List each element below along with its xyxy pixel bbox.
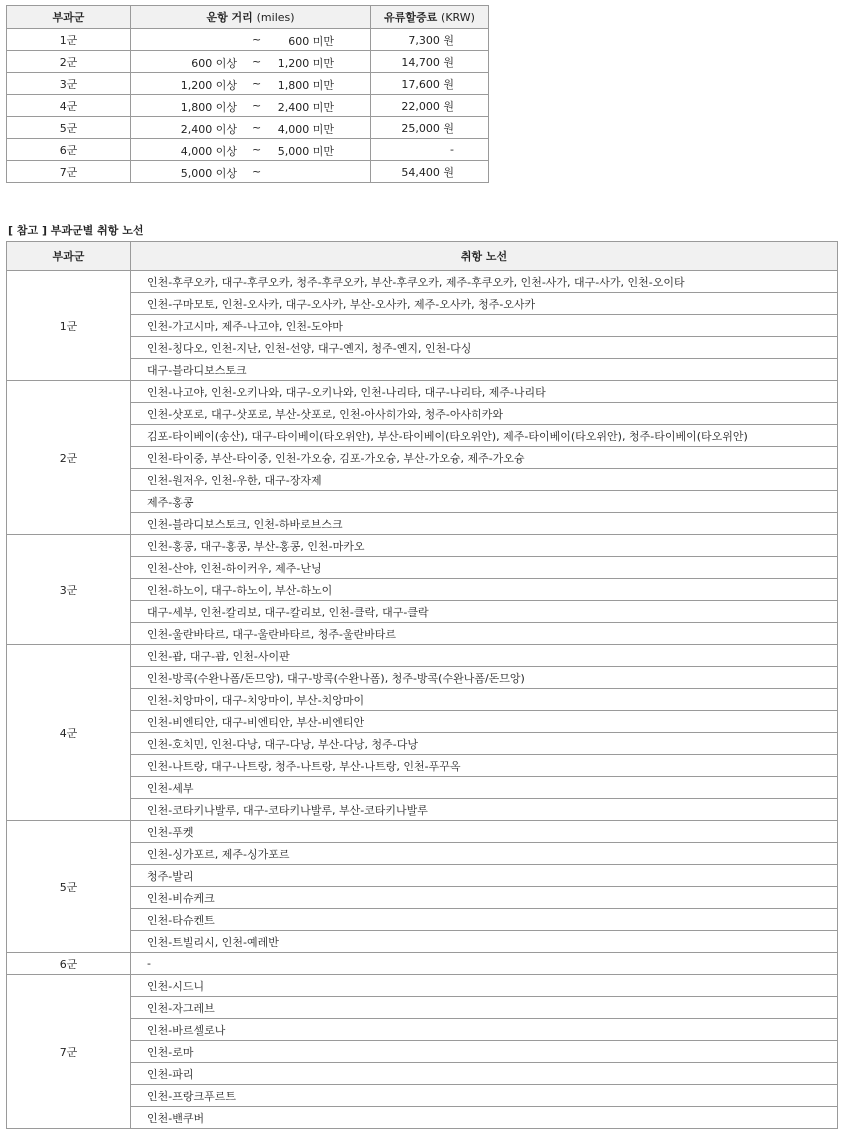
route-row (7, 1063, 838, 1085)
distance-range (131, 161, 370, 182)
route-row (7, 1019, 838, 1041)
fee-cell: - (371, 139, 489, 161)
route-row (7, 403, 838, 425)
route-cell: 인천-가고시마, 제주-나고야, 인천-도야마 (131, 315, 838, 337)
reference-caption: [ 참고 ] 부과군별 취항 노선 (8, 224, 144, 237)
distance-from: 2,400 이상 (180, 123, 237, 136)
route-cell: 인천-코타키나발루, 대구-코타키나발루, 부산-코타키나발루 (131, 799, 838, 821)
route-cell: 인천-푸켓 (131, 821, 838, 843)
header-distance-unit: (miles) (256, 11, 295, 24)
routes-header (7, 242, 838, 271)
route-row (7, 469, 838, 491)
route-cell: 제주-홍콩 (131, 491, 838, 513)
route-row (7, 579, 838, 601)
route-cell: 인천-나고야, 인천-오키나와, 대구-오키나와, 인천-나리타, 대구-나리타, 제주-나리타 (131, 381, 838, 403)
route-cell: 인천-치앙마이, 대구-치앙마이, 부산-치앙마이 (131, 689, 838, 711)
route-cell: 청주-발리 (131, 865, 838, 887)
distance-to: 4,000 미만 (277, 123, 334, 136)
route-cell: 인천-괌, 대구-괌, 인천-사이판 (131, 645, 838, 667)
route-cell: 인천-나트랑, 대구-나트랑, 청주-나트랑, 부산-나트랑, 인천-푸꾸옥 (131, 755, 838, 777)
header-fee (371, 6, 489, 29)
group-cell: 2군 (7, 381, 131, 535)
group-cell: 6군 (7, 139, 131, 161)
distance-to: 1,800 미만 (277, 79, 334, 92)
route-cell: 인천-산야, 인천-하이커우, 제주-난닝 (131, 557, 838, 579)
header-fee-label: 유류할증료 (384, 11, 438, 24)
route-cell: 인천-로마 (131, 1041, 838, 1063)
route-cell: 인천-비엔티안, 대구-비엔티안, 부산-비엔티안 (131, 711, 838, 733)
route-row (7, 557, 838, 579)
route-row (7, 381, 838, 403)
route-cell: 대구-세부, 인천-칼리보, 대구-칼리보, 인천-클락, 대구-클락 (131, 601, 838, 623)
distance-from: 1,800 이상 (180, 101, 237, 114)
route-cell: 대구-블라디보스토크 (131, 359, 838, 381)
route-cell: 인천-삿포로, 대구-삿포로, 부산-삿포로, 인천-아사히가와, 청주-아사히카와 (131, 403, 838, 425)
route-cell: 김포-타이베이(송산), 대구-타이베이(타오위안), 부산-타이베이(타오위안), 제주-타이베이(타오위안), 청주-타이베이(타오위안) (131, 425, 838, 447)
route-cell: 인천-타슈켄트 (131, 909, 838, 931)
route-cell: 인천-후쿠오카, 대구-후쿠오카, 청주-후쿠오카, 부산-후쿠오카, 제주-후쿠오카, 인천-사가, 대구-사가, 인천-오이타 (131, 271, 838, 293)
group-cell: 3군 (7, 73, 131, 95)
distance-tilde: ~ (252, 99, 262, 112)
distance-range (131, 139, 370, 160)
group-cell: 5군 (7, 821, 131, 953)
route-cell: 인천-하노이, 대구-하노이, 부산-하노이 (131, 579, 838, 601)
route-row (7, 667, 838, 689)
route-cell: 인천-밴쿠버 (131, 1107, 838, 1129)
distance-range (131, 95, 370, 116)
distance-tilde: ~ (252, 165, 262, 178)
group-cell: 7군 (7, 975, 131, 1129)
route-cell: 인천-시드니 (131, 975, 838, 997)
route-row (7, 909, 838, 931)
route-row (7, 799, 838, 821)
group-cell: 1군 (7, 271, 131, 381)
distance-tilde: ~ (252, 121, 262, 134)
route-row (7, 491, 838, 513)
header-group: 부과군 (7, 6, 131, 29)
distance-range (131, 29, 370, 50)
route-row (7, 337, 838, 359)
group-cell: 1군 (7, 29, 131, 51)
distance-cell (131, 161, 371, 183)
route-row (7, 689, 838, 711)
distance-tilde: ~ (252, 143, 262, 156)
route-cell: 인천-세부 (131, 777, 838, 799)
fee-cell: 17,600 원 (371, 73, 489, 95)
distance-tilde: ~ (252, 77, 262, 90)
route-row (7, 975, 838, 997)
route-row (7, 1085, 838, 1107)
distance-range (131, 117, 370, 138)
fee-cell: 25,000 원 (371, 117, 489, 139)
group-cell: 5군 (7, 117, 131, 139)
header-distance (131, 6, 371, 29)
route-row (7, 953, 838, 975)
surcharge-body (7, 29, 489, 183)
route-cell: 인천-호치민, 인천-다낭, 대구-다낭, 부산-다낭, 청주-다낭 (131, 733, 838, 755)
route-row (7, 843, 838, 865)
route-row (7, 755, 838, 777)
distance-from: 1,200 이상 (180, 79, 237, 92)
route-row (7, 601, 838, 623)
route-row (7, 931, 838, 953)
route-cell: 인천-비슈케크 (131, 887, 838, 909)
route-row (7, 777, 838, 799)
header-fee-unit: (KRW) (441, 11, 475, 24)
distance-cell (131, 139, 371, 161)
fee-cell: 7,300 원 (371, 29, 489, 51)
route-row (7, 645, 838, 667)
distance-from: 5,000 이상 (180, 167, 237, 180)
route-cell: 인천-구마모토, 인천-오사카, 대구-오사카, 부산-오사카, 제주-오사카, 청주-오사카 (131, 293, 838, 315)
group-cell: 4군 (7, 645, 131, 821)
fee-cell: 54,400 원 (371, 161, 489, 183)
distance-from: 600 이상 (191, 57, 237, 70)
group-cell: 7군 (7, 161, 131, 183)
route-cell: 인천-싱가포르, 제주-싱가포르 (131, 843, 838, 865)
distance-tilde: ~ (252, 55, 262, 68)
routes-body (7, 271, 838, 1129)
route-cell: 인천-홍콩, 대구-홍콩, 부산-홍콩, 인천-마카오 (131, 535, 838, 557)
group-cell: 2군 (7, 51, 131, 73)
surcharge-row (7, 161, 489, 183)
routes-header-group: 부과군 (7, 242, 131, 271)
distance-cell (131, 29, 371, 51)
route-row (7, 623, 838, 645)
route-row (7, 293, 838, 315)
distance-range (131, 51, 370, 72)
fee-cell: 22,000 원 (371, 95, 489, 117)
distance-to: 1,200 미만 (277, 57, 334, 70)
route-cell: 인천-프랑크푸르트 (131, 1085, 838, 1107)
surcharge-row (7, 51, 489, 73)
distance-to: 2,400 미만 (277, 101, 334, 114)
route-cell: 인천-울란바타르, 대구-울란바타르, 청주-울란바타르 (131, 623, 838, 645)
route-cell: 인천-블라디보스토크, 인천-하바로브스크 (131, 513, 838, 535)
surcharge-row (7, 139, 489, 161)
distance-range (131, 73, 370, 94)
routes-table (6, 241, 838, 1129)
route-row (7, 711, 838, 733)
route-row (7, 513, 838, 535)
distance-from: 4,000 이상 (180, 145, 237, 158)
route-row (7, 865, 838, 887)
surcharge-row (7, 73, 489, 95)
route-row (7, 535, 838, 557)
route-cell: 인천-파리 (131, 1063, 838, 1085)
route-row (7, 359, 838, 381)
route-row (7, 733, 838, 755)
route-row (7, 315, 838, 337)
route-cell: 인천-바르셀로나 (131, 1019, 838, 1041)
route-row (7, 821, 838, 843)
route-cell: 인천-원저우, 인천-우한, 대구-장자제 (131, 469, 838, 491)
route-row (7, 887, 838, 909)
distance-to: 600 미만 (288, 35, 334, 48)
route-row (7, 447, 838, 469)
route-row (7, 271, 838, 293)
route-cell: 인천-타이중, 부산-타이중, 인천-가오슝, 김포-가오슝, 부산-가오슝, 제주-가오슝 (131, 447, 838, 469)
route-row (7, 425, 838, 447)
surcharge-row (7, 29, 489, 51)
route-cell: - (131, 953, 838, 975)
fuel-surcharge-table (6, 5, 489, 183)
group-cell: 4군 (7, 95, 131, 117)
route-cell: 인천-트빌리시, 인천-예레반 (131, 931, 838, 953)
distance-cell (131, 117, 371, 139)
group-cell: 3군 (7, 535, 131, 645)
route-cell: 인천-방콕(수완나폼/돈므앙), 대구-방콕(수완나폼), 청주-방콕(수완나폼/돈므앙) (131, 667, 838, 689)
distance-tilde: ~ (252, 33, 262, 46)
route-cell: 인천-칭다오, 인천-지난, 인천-선양, 대구-옌지, 청주-옌지, 인천-다싱 (131, 337, 838, 359)
surcharge-header (7, 6, 489, 29)
route-row (7, 1041, 838, 1063)
route-cell: 인천-자그레브 (131, 997, 838, 1019)
distance-cell (131, 73, 371, 95)
route-row (7, 997, 838, 1019)
routes-header-routes: 취항 노선 (131, 242, 838, 271)
surcharge-row (7, 95, 489, 117)
route-row (7, 1107, 838, 1129)
header-distance-label: 운항 거리 (206, 11, 253, 24)
distance-cell (131, 51, 371, 73)
fee-cell: 14,700 원 (371, 51, 489, 73)
distance-cell (131, 95, 371, 117)
surcharge-row (7, 117, 489, 139)
distance-to: 5,000 미만 (277, 145, 334, 158)
group-cell: 6군 (7, 953, 131, 975)
